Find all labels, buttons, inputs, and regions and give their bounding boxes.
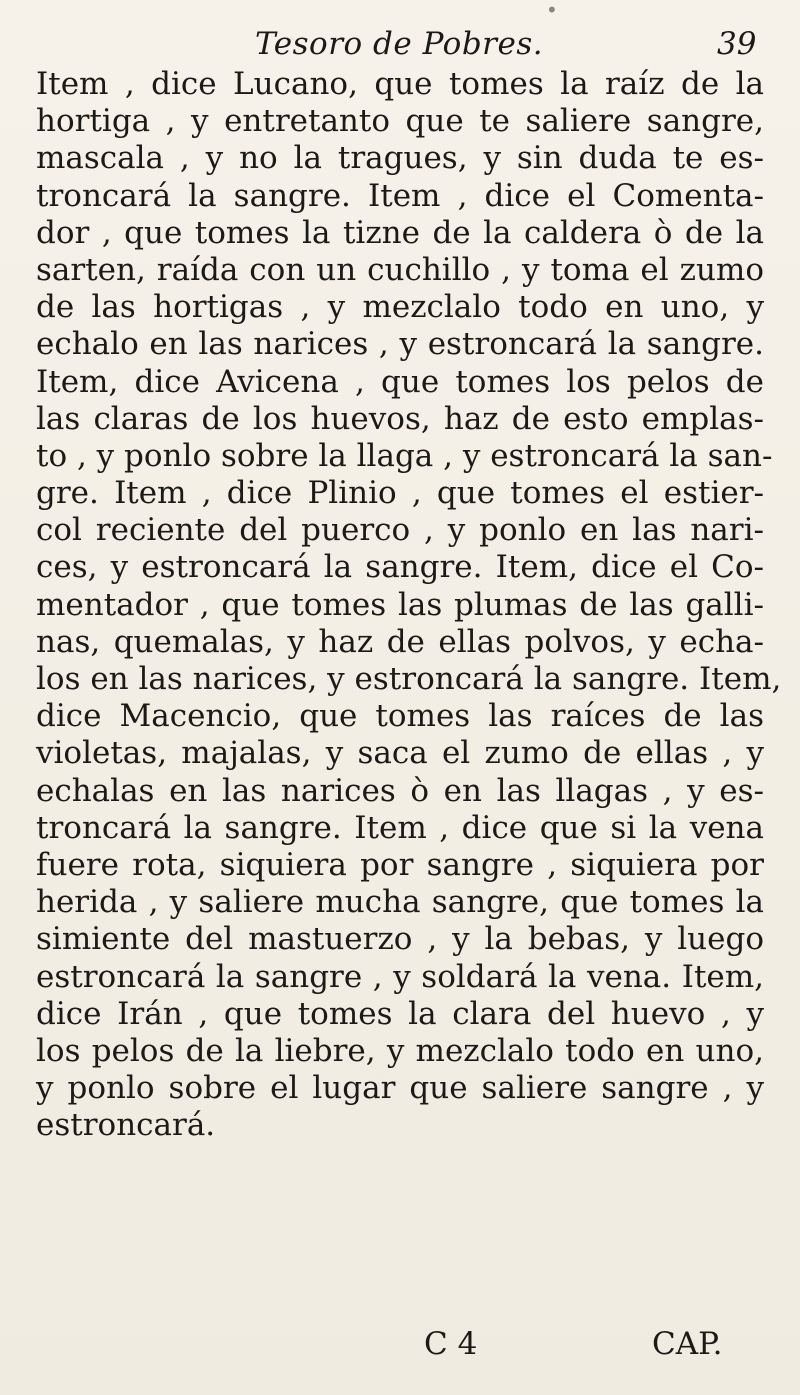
text-line: hortiga , y entretanto que te saliere sangre,	[36, 103, 764, 140]
page-number: 39	[717, 26, 757, 62]
text-line: dice Irán , que tomes la clara del huevo , y	[36, 995, 764, 1032]
catchword: CAP.	[652, 1326, 723, 1362]
ink-speck: •	[546, 0, 558, 22]
text-line: los pelos de la liebre, y mezclalo todo en uno,	[36, 1032, 764, 1069]
text-line: sarten, raída con un cuchillo , y toma el zumo	[36, 251, 764, 288]
text-line: fuere rota, siquiera por sangre , siquiera por	[36, 846, 764, 883]
signature-mark: C 4	[424, 1326, 478, 1362]
text-line: simiente del mastuerzo , y la bebas, y luego	[36, 921, 764, 958]
text-line: y ponlo sobre el lugar que saliere sangre , y	[36, 1070, 764, 1107]
text-line: echalo en las narices , y estroncará la sangre.	[36, 326, 764, 363]
text-line: las claras de los huevos, haz de esto emplas-	[36, 400, 764, 437]
text-line: de las hortigas , y mezclalo todo en uno, y	[36, 289, 764, 326]
text-line: nas, quemalas, y haz de ellas polvos, y echa-	[36, 623, 764, 660]
text-line: mascala , y no la tragues, y sin duda te es-	[36, 140, 764, 177]
running-title: Tesoro de Pobres.	[255, 26, 544, 62]
text-line: gre. Item , dice Plinio , que tomes el estier-	[36, 475, 764, 512]
text-line: to , y ponlo sobre la llaga , y estroncará la san-	[36, 437, 773, 474]
text-line: mentador , que tomes las plumas de las galli-	[36, 586, 764, 623]
text-line: Item, dice Avicena , que tomes los pelos de	[36, 363, 764, 400]
body-text	[36, 66, 782, 1144]
text-line: troncará la sangre. Item , dice el Comenta-	[36, 177, 764, 214]
text-line: los en las narices, y estroncará la sangre. Item,	[36, 661, 782, 697]
text-line: dor , que tomes la tizne de la caldera ò de la	[36, 214, 764, 251]
text-line: dice Macencio, que tomes las raíces de las	[36, 698, 764, 735]
text-line: ces, y estroncará la sangre. Item, dice el Co-	[36, 549, 764, 586]
text-line: echalas en las narices ò en las llagas , y es-	[36, 772, 764, 809]
text-line: herida , y saliere mucha sangre, que tomes la	[36, 884, 764, 921]
text-line: troncará la sangre. Item , dice que si la vena	[36, 809, 764, 846]
text-line: estroncará la sangre , y soldará la vena. Item,	[36, 958, 764, 995]
text-line: violetas, majalas, y saca el zumo de ellas , y	[36, 735, 764, 772]
text-line: Item , dice Lucano, que tomes la raíz de la	[36, 66, 764, 102]
text-line: col reciente del puerco , y ponlo en las nari-	[36, 512, 764, 549]
text-line: estroncará.	[36, 1107, 216, 1144]
